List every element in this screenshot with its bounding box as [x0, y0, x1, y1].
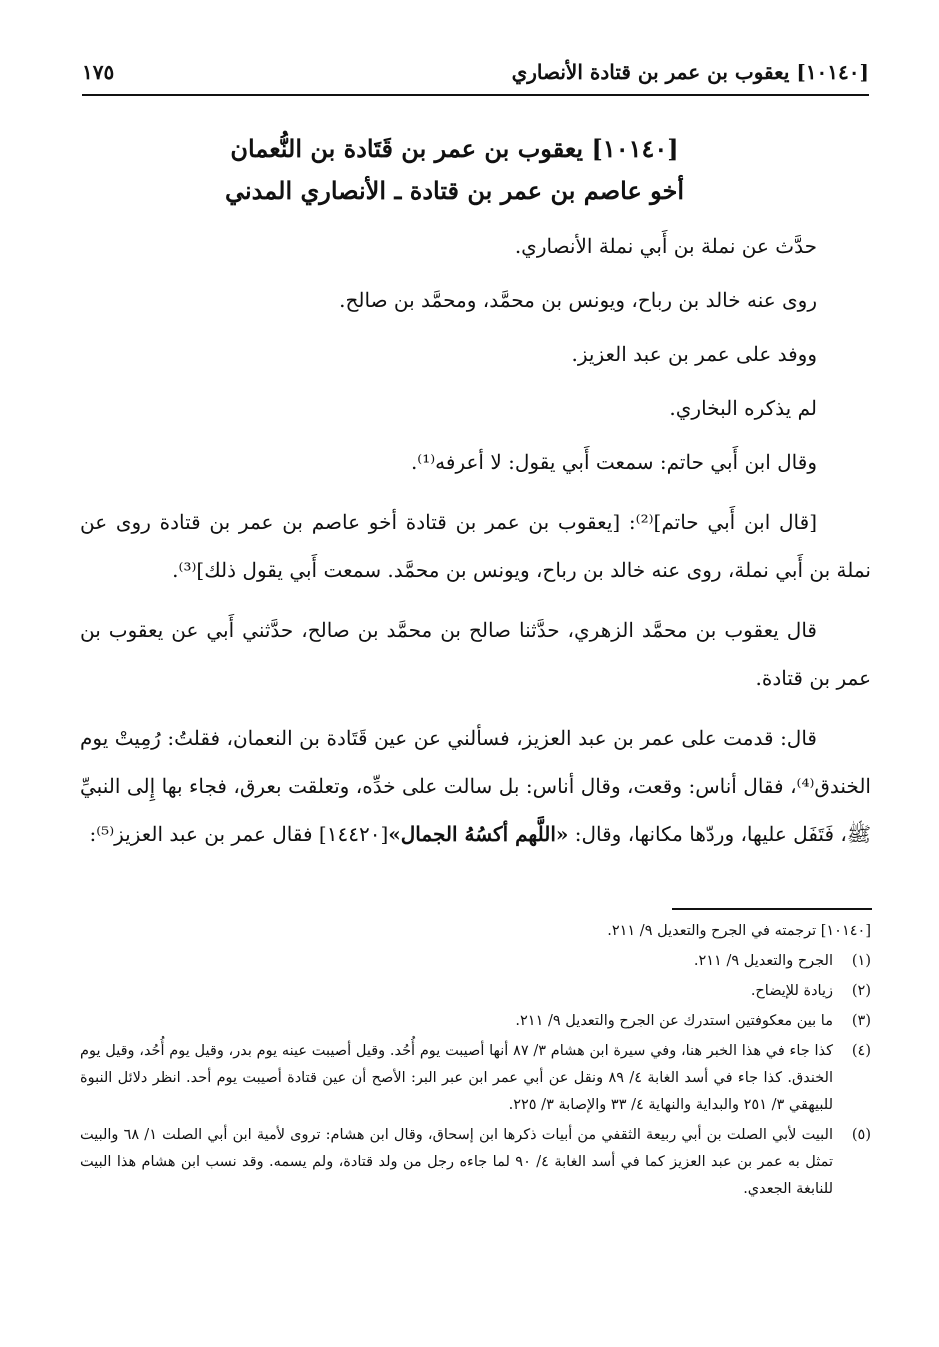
footnote-number: (٤) — [851, 1043, 871, 1059]
footnote-entry-ref: [١٠١٤٠] ترجمته في الجرح والتعديل ٩/ ٢١١. — [607, 923, 871, 939]
body-paragraph-abi-hatim-quote: [قال ابن أَبي حاتم]⁽²⁾: [يعقوب بن عمر بن قتادة أخو عاصم بن عمر بن قتادة روى عن نملة بن أَبي نملة، روى عنه خالد بن رباح، ويونس بن محمَّد. سمعت أَبي يقول ذلك]⁽³⁾. — [80, 510, 871, 582]
footnote-text: البيت لأبي الصلت بن أبي ربيعة الثقفي من أبيات ذكرها ابن إسحاق، وقال ابن هشام: تروى لأمية ابن أبي الصلت ١/ ٦٨ والبيت تمثل به عمر بن عبد العزيز كما في أسد الغابة ٤/ ٩٠ لما جاءه رجل من ولد قتادة، ولم يسمه. وقد نسب ابن هشام هذا البيت للنابغة الجعدي. — [80, 1127, 834, 1197]
body-paragraph-narration — [80, 714, 871, 858]
footnote-number: (٣) — [851, 1013, 871, 1029]
body-paragraph-narrators-from: حدَّث عن نملة بن أَبي نملة الأنصاري. — [514, 234, 817, 258]
page-number: ١٧٥ — [82, 60, 115, 84]
entry-heading — [150, 128, 759, 212]
footnote-text: زيادة للإيضاح. — [750, 983, 833, 999]
hadith-quote: «اللَّهم أكسُهُ الجمال» — [388, 822, 569, 846]
running-header — [82, 56, 869, 96]
footnote-4 — [80, 1038, 871, 1119]
footnote-number: (١) — [851, 953, 871, 969]
footnote-number: (٢) — [851, 983, 871, 999]
footnote-divider — [672, 908, 872, 910]
footnote-text: الجرح والتعديل ٩/ ٢١١. — [693, 953, 833, 969]
footnote-number: (٥) — [851, 1127, 871, 1143]
footnote-2 — [80, 978, 871, 1005]
narration-text: قال: قدمت على عمر بن عبد العزيز، فسألني عن عين قَتَادة بن النعمان، فقلتُ: رُمِيتْ يوم الخندق⁽⁴⁾، فقال أناس: وقعت، وقال أناس: بل سالت على خدِّه، وتعلقت بعرق، فجاء بها إِلى النبيِّ ﷺ، فَتَفَل عليها، وردّها مكانها، وقال: — [80, 726, 871, 846]
body-paragraph-abi-hatim: وقال ابن أَبي حاتم: سمعت أَبي يقول: لا أعرفه⁽¹⁾. — [410, 450, 817, 474]
narration-text-end: [١٤٤٢٠] فقال عمر بن عبد العزيز⁽⁵⁾: — [89, 822, 389, 846]
footnotes — [80, 918, 871, 1206]
body-paragraph-isnad: قال يعقوب بن محمَّد الزهري، حدَّثنا صالح بن محمَّد بن صالح، حدَّثني أَبي عن يعقوب بن عمر بن قتادة. — [80, 618, 871, 690]
entry-heading-line-1: [١٠١٤٠] يعقوب بن عمر بن قَتَادة بن النُّعمان — [230, 134, 679, 163]
footnote-text: كذا جاء في هذا الخبر هنا، وفي سيرة ابن هشام ٣/ ٨٧ أنها أصيبت يوم أُحُد. وقيل أصيبت عينه يوم بدر، وقيل يوم أُحُد، وقيل يوم الخندق. كذا جاء في أسد الغابة ٤/ ٨٩ ونقل عن أبي عمر ابن عبر البر: الأصح أن عين قتادة أصيبت يوم أحد. انظر دلائل النبوة للبيهقي ٣/ ٢٥١ والبداية والنهاية ٤/ ٣٣ والإصابة ٣/ ٢٢٥. — [80, 1043, 833, 1113]
body-paragraph-bukhari: لم يذكره البخاري. — [669, 396, 817, 420]
body-paragraph-narrators-to: روى عنه خالد بن رباح، ويونس بن محمَّد، ومحمَّد بن صالح. — [339, 288, 817, 312]
footnote-3 — [80, 1008, 871, 1035]
running-header-title: [١٠١٤٠] يعقوب بن عمر بن قتادة الأنصاري — [511, 60, 869, 84]
footnote-5 — [80, 1122, 871, 1203]
entry-body — [80, 222, 871, 858]
body-paragraph-visit: ووفد على عمر بن عبد العزيز. — [571, 342, 817, 366]
footnote-1 — [80, 948, 871, 975]
footnote-text: ما بين معكوفتين استدرك عن الجرح والتعديل ٩/ ٢١١. — [515, 1013, 833, 1029]
entry-heading-line-2: أخو عاصم بن عمر بن قتادة ـ الأنصاري المدني — [224, 176, 685, 205]
